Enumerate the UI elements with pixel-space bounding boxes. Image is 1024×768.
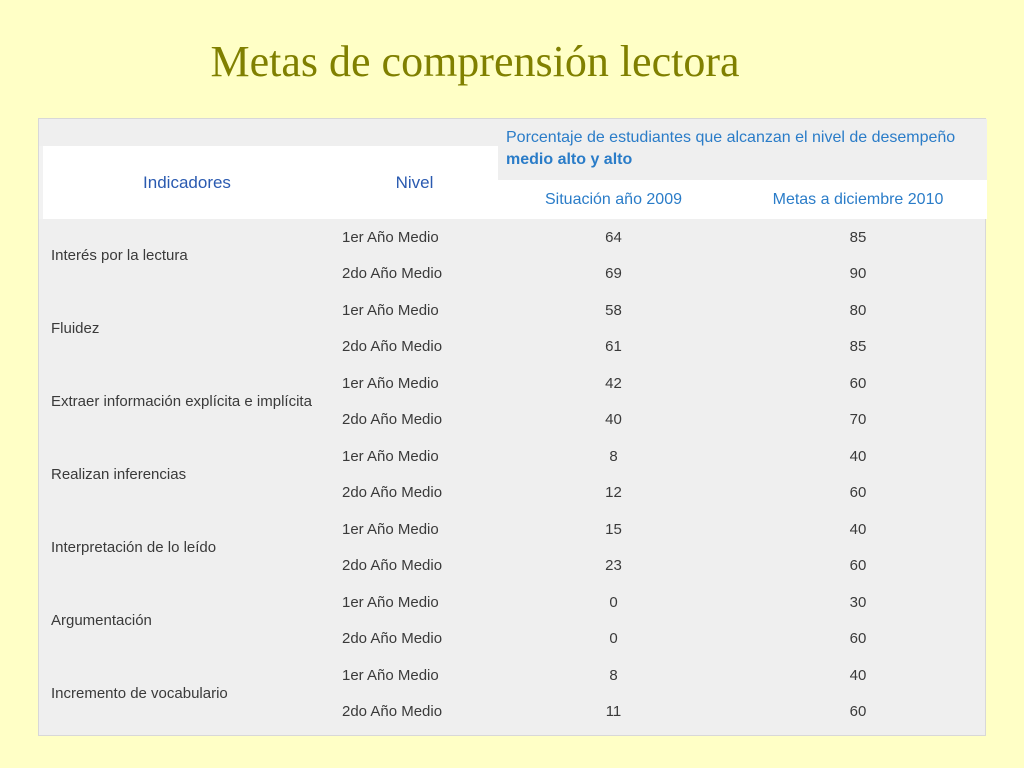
value-2009-cell: 64 <box>605 228 622 246</box>
level-cell: 2do Año Medio <box>342 484 443 502</box>
goal-2010-cell: 90 <box>849 265 867 283</box>
indicator-cell: Interés por la lectura <box>51 247 188 264</box>
goal-2010-cell: 60 <box>849 703 867 721</box>
indicator-cell: Fluidez <box>51 320 100 337</box>
indicator-cell: Extraer información explícita e implícita <box>51 393 312 410</box>
value-2009-cell: 0 <box>609 630 618 648</box>
value-2009-cell: 42 <box>605 374 622 392</box>
level-cell: 2do Año Medio <box>342 557 443 575</box>
value-2009-cell: 40 <box>605 411 622 429</box>
value-2009-cell: 58 <box>605 301 622 319</box>
value-2009-cell: 23 <box>605 557 622 575</box>
value-2009-cell: 0 <box>609 593 618 611</box>
header-group-bold-text: medio alto y alto <box>506 151 633 168</box>
level-cell: 2do Año Medio <box>342 265 443 283</box>
table-row <box>41 438 987 475</box>
table-row <box>41 219 987 256</box>
header-top-strip <box>41 119 498 146</box>
value-2009-cell: 69 <box>605 265 622 283</box>
value-2009-cell: 8 <box>609 666 618 684</box>
table-row <box>41 657 987 694</box>
header-group-percentage <box>498 119 987 180</box>
value-2009-cell: 61 <box>605 338 622 356</box>
level-cell: 1er Año Medio <box>342 301 439 319</box>
level-cell: 1er Año Medio <box>342 228 439 246</box>
goals-table <box>39 119 987 730</box>
goal-2010-cell: 80 <box>849 301 867 319</box>
goal-2010-cell: 60 <box>849 557 867 575</box>
level-cell: 1er Año Medio <box>342 520 439 538</box>
goal-2010-cell: 40 <box>849 447 867 465</box>
goal-2010-cell: 40 <box>849 520 867 538</box>
table-row <box>41 584 987 621</box>
table-row <box>41 511 987 548</box>
level-cell: 1er Año Medio <box>342 447 439 465</box>
goals-table-panel <box>38 118 986 736</box>
goal-2010-cell: 85 <box>849 228 867 246</box>
goal-2010-cell: 60 <box>849 484 867 502</box>
goal-2010-cell: 85 <box>849 338 867 356</box>
level-cell: 1er Año Medio <box>342 593 439 611</box>
slide-title: Metas de comprensión lectora <box>210 37 740 86</box>
header-situacion-2009: Situación año 2009 <box>498 180 729 219</box>
goal-2010-cell: 70 <box>849 411 867 429</box>
value-2009-cell: 8 <box>609 447 618 465</box>
table-row <box>41 365 987 402</box>
header-nivel: Nivel <box>331 146 498 219</box>
value-2009-cell: 12 <box>605 484 622 502</box>
indicator-cell: Interpretación de lo leído <box>51 539 217 556</box>
value-2009-cell: 11 <box>605 703 622 721</box>
table-row <box>41 292 987 329</box>
goal-2010-cell: 60 <box>849 630 867 648</box>
level-cell: 2do Año Medio <box>342 703 443 721</box>
level-cell: 2do Año Medio <box>342 338 443 356</box>
level-cell: 1er Año Medio <box>342 666 439 684</box>
header-metas-2010: Metas a diciembre 2010 <box>729 180 987 219</box>
indicator-cell: Realizan inferencias <box>51 466 187 483</box>
level-cell: 2do Año Medio <box>342 630 443 648</box>
goal-2010-cell: 60 <box>849 374 867 392</box>
indicator-cell: Argumentación <box>51 612 152 629</box>
indicator-cell: Incremento de vocabulario <box>51 685 228 702</box>
level-cell: 2do Año Medio <box>342 411 443 429</box>
header-group-text: Porcentaje de estudiantes que alcanzan el nivel de desempeño <box>506 129 956 146</box>
value-2009-cell: 15 <box>605 520 622 538</box>
level-cell: 1er Año Medio <box>342 374 439 392</box>
header-indicadores: Indicadores <box>41 146 331 219</box>
goal-2010-cell: 40 <box>849 666 867 684</box>
goal-2010-cell: 30 <box>849 593 867 611</box>
